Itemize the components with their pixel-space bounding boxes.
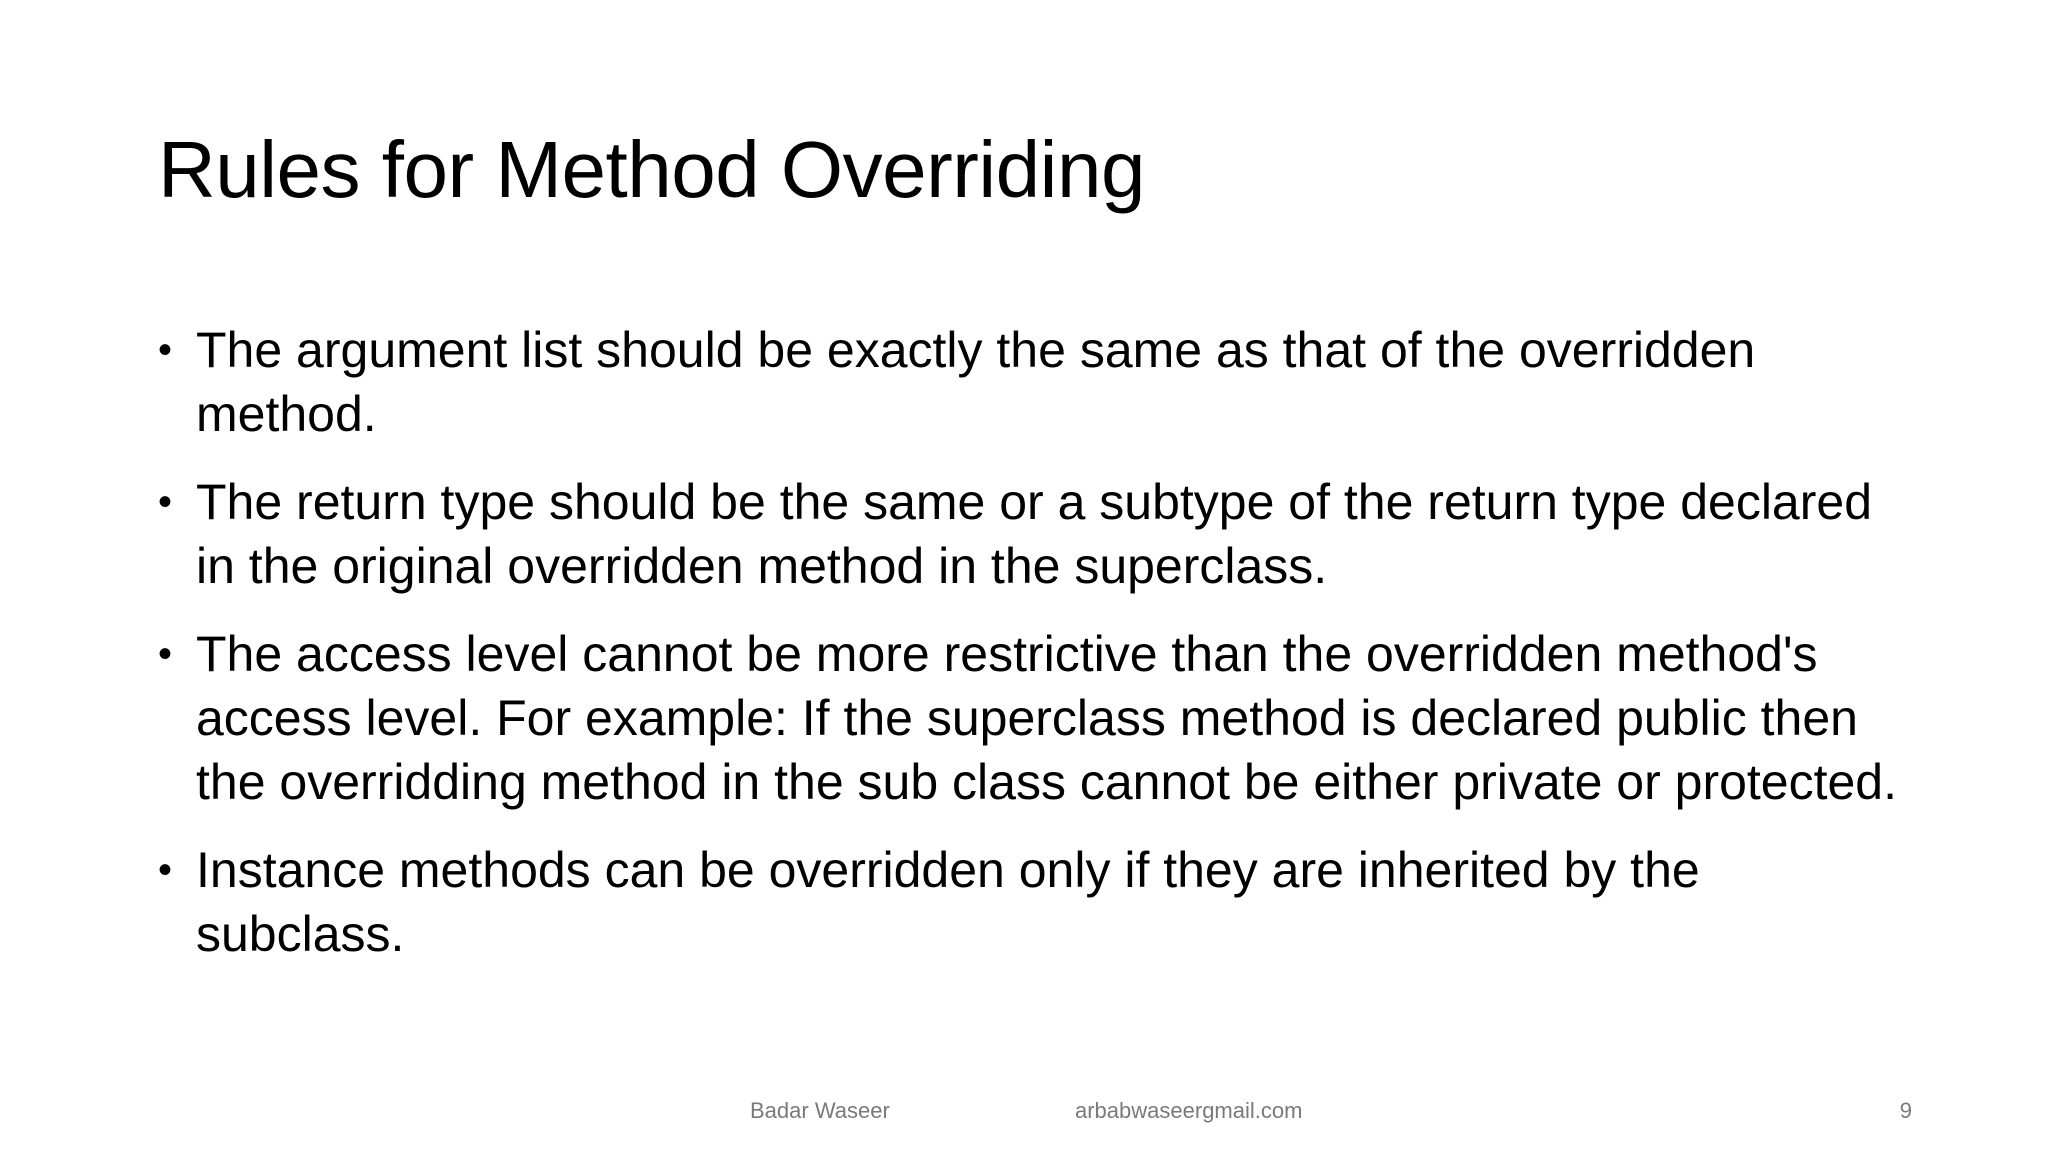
bullet-item <box>158 470 1918 598</box>
bullet-text: The argument list should be exactly the same as that of the overridden method. <box>196 322 1756 442</box>
footer-email: arbabwaseergmail.com <box>1075 1098 1303 1123</box>
bullet-text: The return type should be the same or a subtype of the return type declared in the original overridden method in the superclass. <box>196 474 1873 594</box>
bullet-item <box>158 838 1918 966</box>
slide-title: Rules for Method Overriding <box>158 125 1145 214</box>
bullet-dot-icon: • <box>158 632 173 676</box>
bullet-text: The access level cannot be more restrictive than the overridden method's access level. For example: If the superclass method is declared public then the overridding method in the sub class cannot be either private or protected. <box>196 626 1898 810</box>
bullet-dot-icon: • <box>158 848 173 892</box>
bullet-text: Instance methods can be overridden only if they are inherited by the subclass. <box>196 842 1700 962</box>
footer-author: Badar Waseer <box>750 1098 890 1123</box>
bullet-dot-icon: • <box>158 328 173 372</box>
bullet-item <box>158 622 1918 814</box>
footer-page-number: 9 <box>1899 1098 1912 1123</box>
bullet-list <box>158 318 1918 990</box>
bullet-dot-icon: • <box>158 480 173 524</box>
bullet-item <box>158 318 1918 446</box>
